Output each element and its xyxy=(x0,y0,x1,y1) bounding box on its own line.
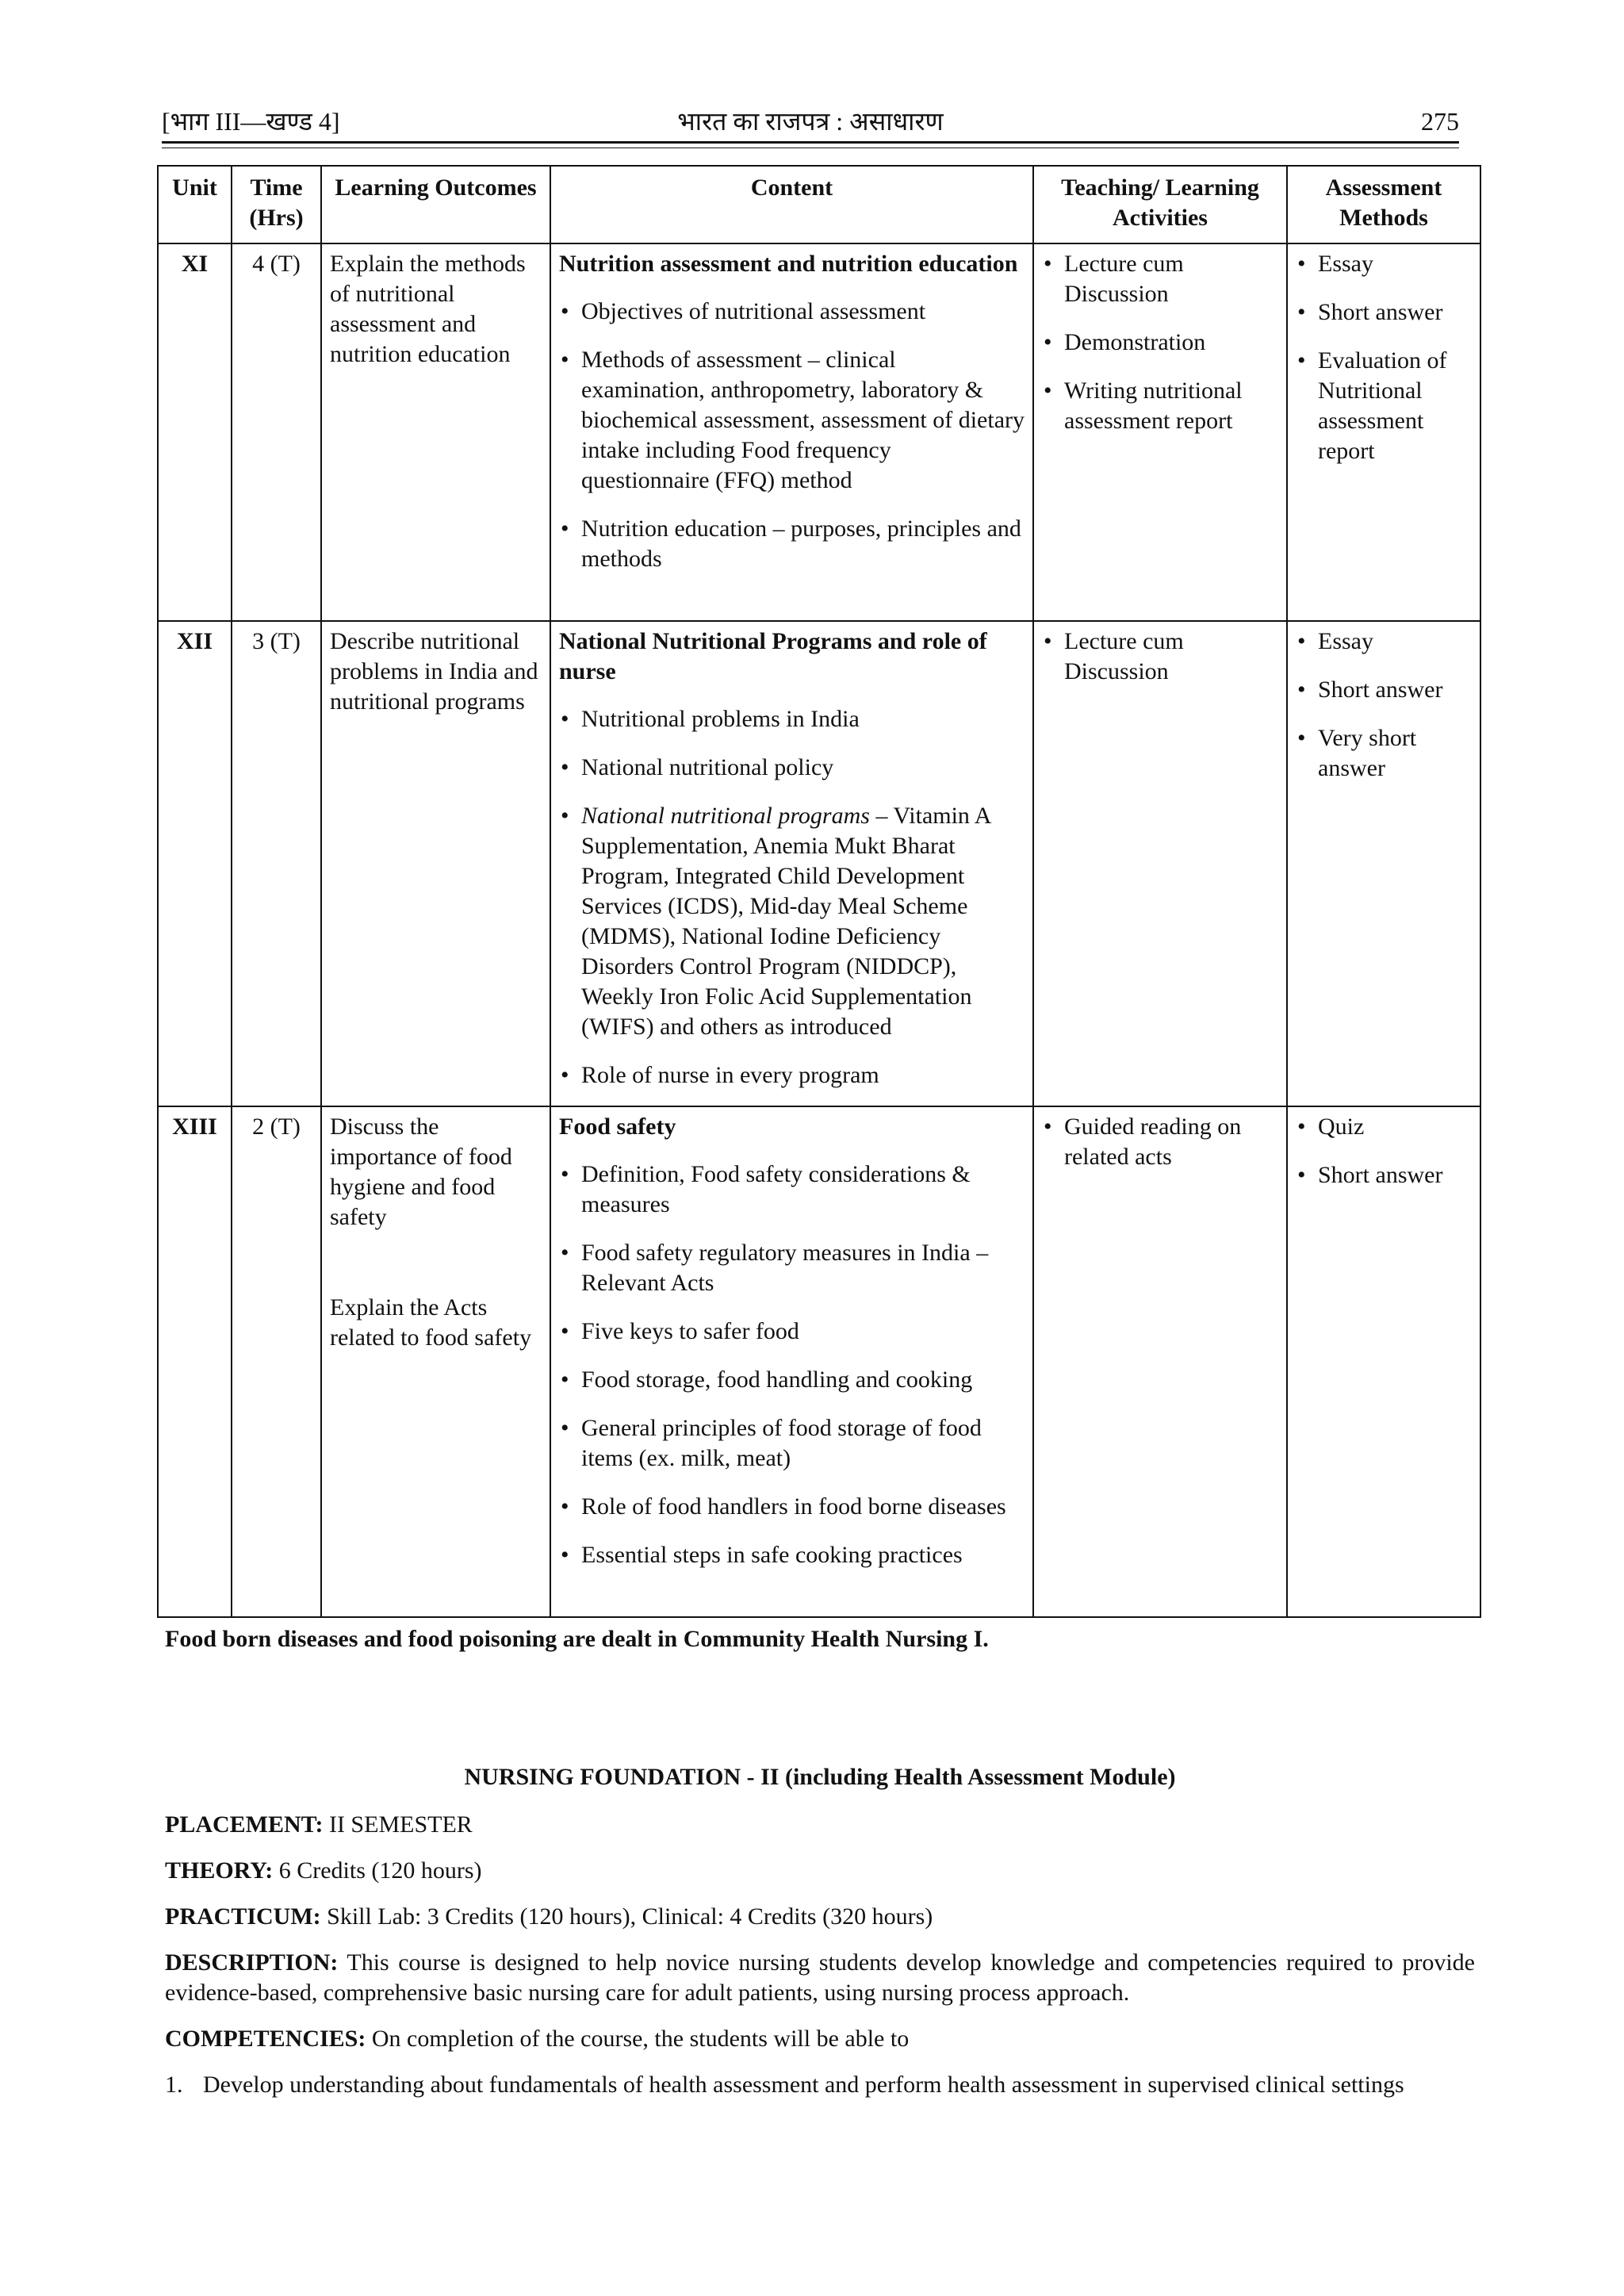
course-section xyxy=(165,1762,1475,2100)
theory-label: THEORY: xyxy=(165,1857,274,1884)
content-item-programs xyxy=(559,801,1025,1042)
competency-item xyxy=(165,2070,1475,2100)
practicum-label: PRACTICUM: xyxy=(165,1903,321,1930)
content-cell xyxy=(550,1106,1033,1617)
competencies-text: On completion of the course, the students will be able to xyxy=(366,2026,910,2052)
syllabus-table xyxy=(157,165,1481,1618)
placement-value: II SEMESTER xyxy=(323,1811,473,1838)
content-item: • Five keys to safer food xyxy=(559,1317,1025,1347)
assessment-cell xyxy=(1287,621,1480,1106)
content-item: • Nutrition education – purposes, principles and methods xyxy=(559,514,1025,574)
activity-item: • Guided reading on related acts xyxy=(1042,1112,1278,1172)
outcomes-cell xyxy=(321,1106,550,1617)
competency-list xyxy=(165,2070,1475,2100)
assessment-item: • Very short answer xyxy=(1296,723,1472,784)
time-cell: 2 (T) xyxy=(232,1106,321,1617)
content-item: • Food storage, food handling and cooking xyxy=(559,1365,1025,1395)
assessment-cell xyxy=(1287,1106,1480,1617)
content-topic: Food safety xyxy=(559,1114,676,1140)
theory-line xyxy=(165,1856,1475,1886)
placement-label: PLACEMENT: xyxy=(165,1811,324,1838)
column-header-activities: Teaching/ Learning Activities xyxy=(1033,166,1287,243)
activities-cell xyxy=(1033,243,1287,621)
content-item: • Objectives of nutritional assessment xyxy=(559,297,1025,327)
header-rule-thick xyxy=(162,141,1459,144)
assessment-item: • Short answer xyxy=(1296,1160,1472,1190)
activities-cell xyxy=(1033,1106,1287,1617)
activity-item: • Demonstration xyxy=(1042,328,1278,358)
table-header-row xyxy=(158,166,1480,243)
running-header xyxy=(162,102,1459,141)
assessment-item: • Essay xyxy=(1296,627,1472,657)
assessment-item: • Evaluation of Nutritional assessment report xyxy=(1296,346,1472,466)
competencies-line xyxy=(165,2024,1475,2054)
unit-cell: XI xyxy=(158,243,232,621)
table-footnote: Food born diseases and food poisoning are dealt in Community Health Nursing I. xyxy=(165,1626,989,1652)
content-topic: National Nutritional Programs and role of nurse xyxy=(559,628,987,684)
time-cell: 3 (T) xyxy=(232,621,321,1106)
programs-label: National nutritional programs xyxy=(581,803,870,829)
practicum-value: Skill Lab: 3 Credits (120 hours), Clinical: 4 Credits (320 hours) xyxy=(320,1903,933,1930)
column-header-outcomes: Learning Outcomes xyxy=(321,166,550,243)
outcomes-cell xyxy=(321,621,550,1106)
content-item: • Food safety regulatory measures in India – Relevant Acts xyxy=(559,1238,1025,1298)
header-part-section: [भाग III—खण्ड 4] xyxy=(162,107,340,136)
competency-text: Develop understanding about fundamentals of health assessment and perform health assessment in supervised clinical settings xyxy=(203,2072,1404,2098)
column-header-content: Content xyxy=(550,166,1033,243)
content-item: • Role of food handlers in food borne diseases xyxy=(559,1492,1025,1522)
programs-text: – Vitamin A Supplementation, Anemia Mukt Bharat Program, Integrated Child Development Services (ICDS), Mid-day Meal Scheme (MDMS), National Iodine Deficiency Disorders Control Program (NIDDCP), Weekly Iron Folic Acid Supplementation (WIFS) and others as introduced xyxy=(581,803,990,1040)
course-title: NURSING FOUNDATION - II (including Health Assessment Module) xyxy=(464,1764,1176,1790)
header-gazette-title: भारत का राजपत्र : असाधारण xyxy=(677,107,944,136)
description-paragraph xyxy=(165,1948,1475,2008)
content-cell xyxy=(550,243,1033,621)
outcomes-cell xyxy=(321,243,550,621)
outcome-text: Describe nutritional problems in India and nutritional programs xyxy=(330,628,538,715)
description-label: DESCRIPTION: xyxy=(165,1949,339,1976)
page-number: 275 xyxy=(1421,107,1459,136)
practicum-line xyxy=(165,1902,1475,1932)
assessment-cell xyxy=(1287,243,1480,621)
placement-line xyxy=(165,1810,1475,1840)
description-text: This course is designed to help novice nursing students develop knowledge and competencies required to provide evidence-based, comprehensive basic nursing care for adult patients, using nursing process approach. xyxy=(165,1949,1475,2006)
table-row xyxy=(158,621,1480,1106)
assessment-item: • Short answer xyxy=(1296,675,1472,705)
assessment-item: • Short answer xyxy=(1296,297,1472,328)
time-cell: 4 (T) xyxy=(232,243,321,621)
content-item: • Role of nurse in every program xyxy=(559,1060,1025,1091)
activity-item: • Writing nutritional assessment report xyxy=(1042,376,1278,436)
unit-cell: XII xyxy=(158,621,232,1106)
outcome-text: Explain the Acts related to food safety xyxy=(330,1294,532,1351)
outcome-spacer xyxy=(330,1232,542,1293)
activity-item: • Lecture cum Discussion xyxy=(1042,249,1278,309)
assessment-item: • Essay xyxy=(1296,249,1472,279)
content-item: • Definition, Food safety considerations & measures xyxy=(559,1159,1025,1220)
content-item: • National nutritional policy xyxy=(559,753,1025,783)
column-header-assessment: Assessment Methods xyxy=(1287,166,1480,243)
unit-cell: XIII xyxy=(158,1106,232,1617)
content-item: • Methods of assessment – clinical examination, anthropometry, laboratory & biochemical assessment, assessment of dietary intake including Food frequency questionnaire (FFQ) method xyxy=(559,345,1025,496)
column-header-unit: Unit xyxy=(158,166,232,243)
content-item: • General principles of food storage of food items (ex. milk, meat) xyxy=(559,1413,1025,1474)
activity-item: • Lecture cum Discussion xyxy=(1042,627,1278,687)
assessment-item: • Quiz xyxy=(1296,1112,1472,1142)
competencies-label: COMPETENCIES: xyxy=(165,2026,366,2052)
outcome-text: Explain the methods of nutritional assessment and nutrition education xyxy=(330,251,526,367)
content-cell xyxy=(550,621,1033,1106)
content-item: • Nutritional problems in India xyxy=(559,704,1025,734)
content-item: • Essential steps in safe cooking practices xyxy=(559,1540,1025,1570)
table-row xyxy=(158,243,1480,621)
column-header-time: Time (Hrs) xyxy=(232,166,321,243)
outcome-text: Discuss the importance of food hygiene and food safety xyxy=(330,1114,512,1230)
theory-value: 6 Credits (120 hours) xyxy=(273,1857,482,1884)
competency-number: 1. xyxy=(165,2072,183,2098)
content-topic: Nutrition assessment and nutrition education xyxy=(559,251,1018,277)
table-row xyxy=(158,1106,1480,1617)
activities-cell xyxy=(1033,621,1287,1106)
